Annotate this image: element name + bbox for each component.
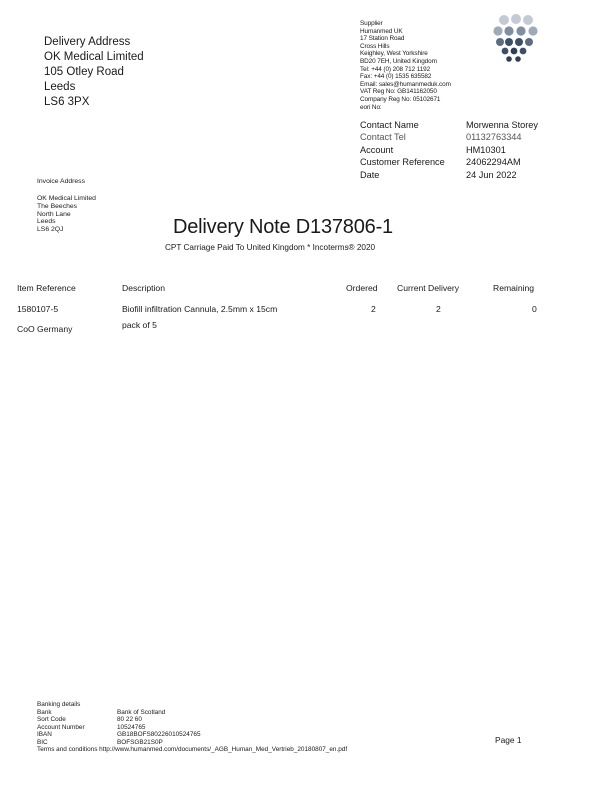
document-subtitle: CPT Carriage Paid To United Kingdom * Incoterms® 2020 — [165, 243, 376, 252]
banking-label: Sort Code — [37, 716, 66, 723]
banking-label: Bank — [37, 708, 52, 716]
header-remaining: Remaining — [493, 283, 535, 293]
contact-label: Contact Name — [360, 120, 419, 130]
supplier-line: Supplier — [360, 20, 383, 27]
delivery-address-line: LS6 3PX — [44, 96, 90, 108]
banking-label: BIC — [37, 738, 48, 746]
banking-label: IBAN — [37, 731, 52, 738]
banking-row — [37, 716, 457, 724]
banking-value: 80 22 60 — [117, 716, 142, 723]
contact-value: 24 Jun 2022 — [466, 169, 517, 180]
banking-heading-row — [37, 701, 457, 709]
invoice-address-line: Leeds — [37, 218, 56, 226]
contact-details — [360, 119, 560, 181]
banking-value: BOFSGB21S0P — [117, 738, 163, 746]
supplier-line: Company Reg No: 05102671 — [360, 95, 441, 103]
supplier-line: Fax: +44 (0) 1535 635582 — [360, 73, 432, 81]
contact-row — [360, 156, 560, 168]
banking-value: Bank of Scotland — [117, 708, 166, 716]
contact-label: Customer Reference — [360, 157, 445, 168]
supplier-line: 17 Station Road — [360, 35, 405, 43]
banking-row — [37, 739, 457, 747]
header-item-reference: Item Reference — [17, 283, 76, 293]
invoice-address-heading: Invoice Address — [37, 178, 85, 185]
delivery-address-line: OK Medical Limited — [44, 51, 144, 63]
banking-label: Account Number — [37, 723, 85, 731]
contact-value: 24062294AM — [466, 157, 521, 168]
supplier-line: Keighley, West Yorkshire — [360, 50, 428, 58]
invoice-address-line: LS6 2QJ — [37, 226, 64, 234]
item-description-detail: pack of 5 — [122, 320, 157, 330]
supplier-line: BD20 7EH, United Kingdom — [360, 57, 437, 65]
contact-row — [360, 144, 560, 156]
contact-row — [360, 169, 560, 181]
item-description: Biofill infiltration Cannula, 2.5mm x 15cm — [122, 304, 278, 314]
contact-label: Date — [360, 169, 380, 180]
contact-label: Contact Tel — [360, 132, 406, 143]
contact-row — [360, 131, 560, 143]
banking-row — [37, 724, 457, 732]
header-current-delivery: Current Delivery — [397, 283, 460, 293]
contact-value: HM10301 — [466, 144, 506, 155]
banking-details — [37, 701, 457, 754]
delivery-address-line: 105 Otley Road — [44, 66, 124, 78]
contact-row — [360, 119, 560, 131]
contact-value: Morwenna Storey — [466, 120, 539, 130]
item-reference: 1580107-5 — [17, 304, 59, 314]
invoice-address-line: OK Medical Limited — [37, 195, 96, 202]
company-logo-icon — [492, 14, 544, 66]
banking-row — [37, 731, 457, 739]
contact-value: 01132763344 — [466, 132, 522, 143]
terms-row — [37, 746, 457, 754]
supplier-details — [360, 20, 451, 111]
delivery-address-heading: Delivery Address — [44, 36, 131, 48]
document-title: Delivery Note D137806-1 — [173, 216, 393, 238]
invoice-address-line: The Beeches — [37, 202, 78, 210]
invoice-address-line: North Lane — [37, 210, 71, 218]
supplier-line: Tel: +44 (0) 208 712 1192 — [360, 65, 431, 73]
remaining-qty: 0 — [532, 304, 537, 314]
supplier-line: Humanmed UK — [360, 27, 403, 35]
invoice-address — [37, 195, 96, 234]
supplier-line: Cross Hills — [360, 42, 390, 50]
current-delivery-qty: 2 — [436, 304, 441, 314]
supplier-line: Email: sales@humanmeduk.com — [360, 80, 451, 88]
supplier-line: VAT Reg No: GB141162050 — [360, 88, 437, 96]
banking-value: 10524765 — [117, 723, 146, 731]
country-of-origin: CoO Germany — [17, 324, 73, 334]
delivery-address-line: Leeds — [44, 81, 76, 93]
header-description: Description — [122, 283, 165, 293]
banking-heading: Banking details — [37, 701, 81, 708]
ordered-qty: 2 — [371, 304, 376, 314]
banking-row — [37, 709, 457, 717]
header-ordered: Ordered — [346, 283, 378, 293]
supplier-line: eori No: — [360, 103, 382, 111]
delivery-address — [44, 35, 144, 110]
contact-label: Account — [360, 144, 394, 155]
page-number: Page 1 — [495, 735, 522, 745]
banking-value: GB18BOFS80226010524765 — [117, 731, 201, 738]
terms-link[interactable]: Terms and conditions http://www.humanmed.com/documents/_AGB_Human_Med_Vertrieb_20180807_en.pdf — [37, 746, 348, 753]
